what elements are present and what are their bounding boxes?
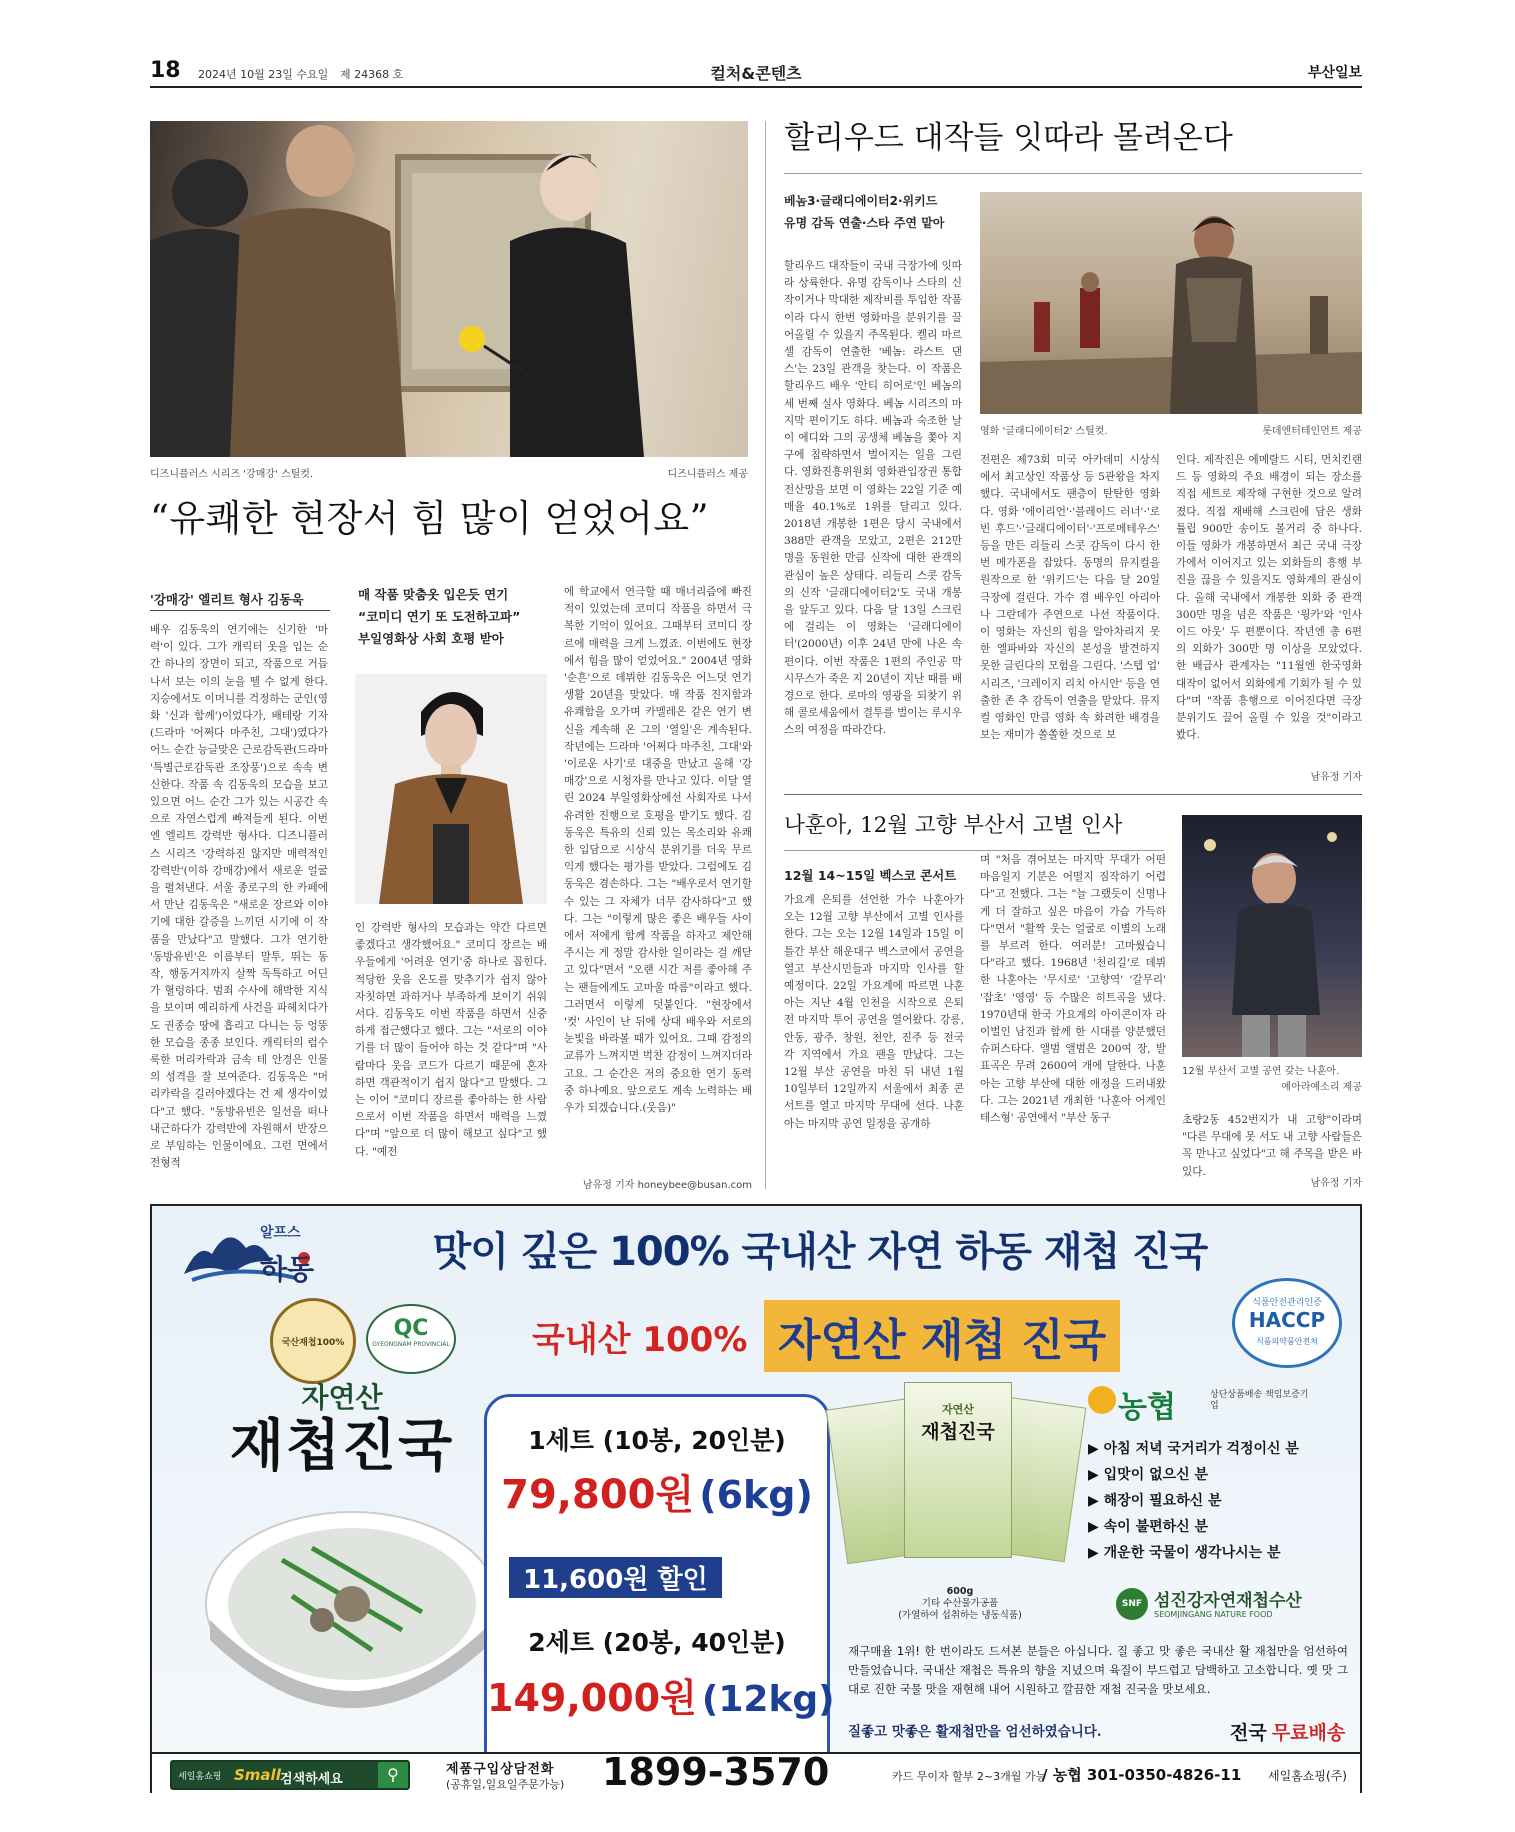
search-brand: 세일홈쇼핑: [178, 1772, 222, 1782]
article2-headline: 할리우드 대작들 잇따라 몰려온다: [784, 120, 1233, 156]
photo-na-hoon-a: [1182, 815, 1362, 1057]
photo-gangmaegang-still: [150, 121, 748, 457]
article3-head-rule: [784, 850, 1164, 851]
subhead-line-3: 부일영화상 사회 호평 받아: [358, 631, 504, 646]
article1-column-3: 에 학교에서 연극할 때 매너리즘에 빠진 적이 있었는데 코미디 작품을 하면서 극복한 기억이 있어요. 그때부터 코미디 장르에 매력을 크게 느꼈죠. 이번에도 현장에서 힘을 많이 얻었어요." 2004년 영화 '순흔'으로 데뷔한 김동욱은 어느덧 연기 생활 20년을 맞았다. 매 작품 진지함과 유쾌함을 오가며 카멜레온 같은 연기 변신을 계속해 온 그의 '열일'은 계속된다. 작년에는 드라마 '어쩌다 마주친, 그대'와 '이로운 사기'로 대중을 만났고 올해 '강매강'으로 시청자를 만나고 있다. 이달 열린 2024 부일영화상에선 사회자로 나서 유려한 진행으로 호평을 받기도 했다. 김동욱은 특유의 신뢰 있는 목소리와 유쾌한 입담으로 시상식 분위기를 더욱 무르익게 했다는 평가를 받았다. 그럼에도 김동욱은 겸손하다. 그는 "배우로서 연기할 수 있는 그 자체가 너무 감사하다"고 했다. 그는 "이렇게 많은 좋은 배우들 사이에서 저에게 함께 작품을 하자고 제안해주시는 게 정말 감사한 일이라는 걸 깨닫고 있다"면서 "오랜 시간 저를 좋아해 주는 팬들에게도 고마울 따름"이라고 했다. 그러면서 이렇게 덧붙인다. "현장에서 '컷' 사인이 난 뒤에 상대 배우와 서로의 눈빛을 바라볼 때가 있어요. 그때 감정의 교류가 느껴지면 벅찬 감정이 느껴지더라고요. 그 순간은 저의 중요한 연기 동력 중 하나예요. 앞으로도 계속 노력하는 배우가 되겠습니다.(웃음)": [564, 586, 752, 1115]
article3-column-1: 가요계 은퇴를 선언한 가수 나훈아가 오는 12월 고향 부산에서 고별 인사를 한다. 그는 오는 12월 14일과 15일 이틀간 부산 해운대구 벡스코에서 공연을 열고 부산시민들과 마지막 인사를 할 예정이다. 22일 가요계에 따르면 나훈아는 지난 4월 인천을 시작으로 은퇴 전 마지막 투어 공연을 열어왔다. 강릉, 안동, 광주, 창원, 천안, 진주 등 전국 각 지역에서 가요 팬을 만났다. 그는 12월 부산 공연을 마친 뒤 내년 1월 10일부터 12일까지 서울에서 최종 콘서트를 열고 마지막 무대에 선다. 나훈아는 마지막 공연 일정을 공개하: [784, 894, 964, 1130]
nh-logo: [1088, 1382, 1328, 1426]
search-box[interactable]: [170, 1760, 410, 1790]
benefit-item: ▶ 개운한 국물이 생각나시는 분: [1088, 1545, 1281, 1561]
phone-number[interactable]: 1899-3570: [602, 1750, 830, 1794]
page-number: 18: [150, 58, 181, 83]
article-separator: [784, 794, 1362, 795]
nh-logo-text: 농협: [1118, 1390, 1176, 1425]
hadong-logo: [176, 1218, 318, 1298]
maker-badge-icon: SNF: [1116, 1588, 1148, 1620]
company-name: 세일홈쇼핑(주): [1268, 1769, 1347, 1783]
subhead-line-1: 매 작품 맞춤옷 입은듯 연기: [358, 587, 509, 602]
caption-credit: 예아라예소리 제공: [1281, 1082, 1362, 1093]
maker-logo: [1116, 1586, 1346, 1626]
article1-kicker: '강매강' 엘리트 형사 김동욱: [150, 592, 304, 607]
ad-footer: [152, 1752, 1360, 1795]
delivery-a: 전국: [1230, 1722, 1267, 1744]
kicker-rule: [150, 610, 330, 611]
product-small: 자연산: [301, 1381, 383, 1414]
article2-column-3: 인다. 제작진은 에메랄드 시티, 먼치킨랜드 등 영화의 주요 배경이 되는 장소를 직접 세트로 제작해 구현한 것으로 알려졌다. 직접 재배해 스크린에 담은 생화 튤립 900만 송이도 볼거리 중 하나다. 이들 영화가 개봉하면서 최근 국내 극장가에서 이어지고 있는 외화들의 흥행 부진을 끊을 수 있을지도 영화계의 관심이다. 올해 국내에서 개봉한 외화 중 관객 300만 명을 넘은 작품은 '웡카'와 '인사이드 아웃' 두 편뿐이다. 작년엔 총 6편의 외화가 300만 명 이상을 모았었다. 한 배급사 관계자는 "11월엔 한국영화 대작이 없어서 외화에게 기회가 될 수 있다"며 "작품 흥행으로 이어진다면 극장 분위기도 끌어 올릴 수 있을 것"이라고 봤다.: [1176, 454, 1362, 742]
article2-subhead: [784, 190, 962, 234]
benefit-item: ▶ 해장이 필요하신 분: [1088, 1493, 1222, 1509]
nh-mark-icon: [1088, 1386, 1116, 1414]
set1-weight: (6kg): [699, 1473, 813, 1517]
maker-name: 섬진강자연재첩수산: [1154, 1591, 1302, 1611]
package-info: [842, 1586, 1078, 1622]
benefit-list: [1088, 1436, 1348, 1566]
article2-column-2: 전편은 제73회 미국 아카데미 시상식에서 최고상인 작품상 등 5관왕을 차지했다. 국내에서도 팬층이 탄탄한 영화다. 영화 '에이리언'·'블레이드 러너'·'로빈 후드'·'글래디에이터'·'프로메테우스' 등을 만든 리들리 스콧 감독이 다시 한번 메가폰을 잡았다. 동명의 뮤지컬을 원작으로 한 '위키드'는 다음 달 20일 극장에 걸린다. 가수 겸 배우인 아리아나 그란데가 주연으로 나선 작품이다. 이 영화는 자신의 힘을 알아차리지 못한 엘파바와 자신의 본성을 발견하지 못한 글린다의 모험을 그린다. '스텝 업' 시리즈, '크레이지 리치 아시안' 등을 연출한 존 추 감독이 연출을 맡았다. 뮤지컬 영화인 만큼 영화 속 화려한 배경을 보는 재미가 쏠쏠한 것으로 보: [980, 454, 1160, 742]
product-packages: [836, 1382, 1076, 1578]
delivery-b: 무료배송: [1271, 1722, 1346, 1744]
article1-headline: “유쾌한 현장서 힘 많이 얻었어요”: [150, 497, 710, 540]
set2-price-value: 149,000원: [487, 1676, 697, 1720]
article2-byline: 남유정 기자: [1310, 772, 1362, 783]
issue-number: 제 24368 호: [340, 68, 404, 81]
free-delivery: [1230, 1718, 1345, 1745]
photo-caption-3: [1182, 1064, 1362, 1096]
maker-name-en: SEOMJINGANG NATURE FOOD: [1154, 1610, 1273, 1619]
sub-box-text: 자연산 재첩 진국: [764, 1300, 1120, 1372]
product-description: 재구매율 1위! 한 번이라도 드셔본 분들은 아십니다. 질 좋고 맛 좋은 국내산 활 재첩만을 엄선하여 만들었습니다. 국내산 재첩은 특유의 향을 지녔으며 육질이 부드럽고 담백하고 고소합니다. 옛 맛 그대로 진한 국물 맛을 재현해 내어 시원하고 깔끔한 재첩 진국을 맛보세요.: [848, 1644, 1348, 1696]
article3-subhead: 12월 14~15일 벡스코 콘서트: [784, 868, 957, 883]
set2-label: 2세트 (20봉, 40인분): [528, 1628, 786, 1657]
column-divider: [765, 121, 766, 1189]
haccp-bottom: 식품의약품안전처: [1256, 1337, 1318, 1346]
advertisement-jaecheop: [150, 1204, 1362, 1793]
set1-label: 1세트 (10봉, 20인분): [528, 1426, 786, 1455]
masthead-rule: [150, 86, 1362, 88]
masthead: [150, 56, 1362, 86]
subhead-line-2: “코미디 연기 또 도전하고파”: [358, 609, 521, 624]
caption-credit: 롯데엔터테인먼트 제공: [1262, 426, 1362, 437]
gyeongnam-badge: [366, 1304, 456, 1374]
phone-note: (공휴일,일요일주문가능): [446, 1778, 565, 1791]
photo-gladiator2-still: [980, 192, 1362, 414]
haccp-top: 식품안전관리인증: [1252, 1298, 1322, 1308]
portrait-illustration: [355, 674, 547, 904]
nh-sub-text: 상단상품배송 책임보증기업: [1210, 1390, 1309, 1411]
ad-subheadline: [532, 1300, 1152, 1372]
haccp-mark: HACCP: [1248, 1308, 1326, 1332]
pouch-big: 재첩진국: [921, 1421, 995, 1443]
ad-headline: 맛이 깊은 100% 국내산 자연 하동 재첩 진국: [432, 1229, 1208, 1275]
caption-credit: 디즈니플러스 제공: [667, 469, 748, 480]
product-title: [192, 1376, 492, 1478]
search-icon[interactable]: ⚲: [378, 1762, 408, 1788]
subhead-line-1: 베놈3·글래디에이터2·위키드: [784, 194, 938, 208]
section-title: 컬처&콘텐츠: [710, 64, 802, 83]
package-weight: 600g: [946, 1586, 974, 1597]
article1-column-1: 배우 김동욱의 연기에는 신기한 '마력'이 있다. 그가 캐릭터 옷을 입는 순간 하나의 장면이 되고, 작품으로 거듭나서 보는 이의 눈을 뗄 수 없게 한다. 지승에서도 이머니를 걱정하는 군인(영화 '신과 함께')이었다가, 배테랑 기자(드라마 '어쩌다 마주친, 그대')였다가 어느 순간 능글맞은 근로감독관(드라마 '특별근로감독관 조장풍')으로 속속 변신한다. 작품 속 김동욱의 모습을 보고 있으면 어느 순간 그가 있는 시공간 속으로 자연스럽게 빠져들게 된다. 이번엔 엘리트 강력반 형사다. 디즈니플러스 시리즈 '강력하진 않지만 매력적인 강력반'(이하 강매강)에서 새로운 얼굴을 펼쳐낸다. 서울 종로구의 한 카페에서 만난 김동욱은 "새로운 장르와 이야기에 대한 갈증을 느끼던 시기에 이 작품을 만났다"고 말했다. 그가 연기한 '동방유빈'은 이름부터 말투, 뛰는 동작, 행동거지까지 살짝 독특하고 어딘가 혈렁하다. 범죄 수사에 해박한 지식을 보이며 예리하게 사건을 파헤치다가도 권종승 땅에 흡리고 다니는 등 엉뚱한 모습을 종종 보인다. 캐릭터의 럼수룩한 머리카락과 금속 테 안경은 인물의 성격을 잘 보여준다. 김동욱은 "머리카락을 길러야겠다는 건 제 생각이었다"고 했다. "동방유빈은 일선을 떠나 내근하다가 강력반에 자원해서 반장으로 부임하는 인물이에요. 그런 면에서 전형적: [150, 624, 328, 1170]
article2-head-rule: [784, 173, 1362, 174]
issue-date: 2024년 10월 23일 수요일: [198, 68, 329, 81]
package-type: 기타 수산물가공품: [921, 1598, 999, 1609]
search-small: Small: [234, 1766, 281, 1784]
caption-text: 영화 '글래디에이터2' 스틸컷.: [980, 426, 1108, 437]
article3-column-2: 며 "처음 겪어보는 마지막 무대가 어떤 마음일지 기분은 어떨지 짐작하기 어렵다"고 전했다. 그는 "늘 그랬듯이 신명나게 더 잘하고 싶은 마음이 가슴 가득하다"면서 "활짝 웃는 얼굴로 이별의 노래를 부르려 한다. 여러분! 고마웠습니다"라고 했다. 1968년 '천리길'로 데뷔한 나훈아는 '무시로' '고향역' '갈무리' '잡초' '영영' 등 수많은 히트곡을 냈다. 1970년대 한국 가요계의 아이콘이자 라이벌인 남진과 함께 한 시대를 양분했던 슈퍼스타다. 앨범 앨범은 200여 장, 발표곡은 무려 2600여 개에 달한다. 나훈아는 고향 부산에 대한 애정을 드러내왔다. 그는 2021년 개최한 '나훈아 어게인 테스형' 공연에서 "부산 동구: [980, 854, 1166, 1125]
photo-caption-1: [150, 465, 748, 479]
article2-column-1: 할리우드 대작들이 국내 극장가에 잇따라 상륙한다. 유명 감독이나 스타의 신작이거나 막대한 제작비를 투입한 작품이라 다시 한번 영화마을 분위기를 끌어올릴 수 있을지 주목된다. 켈리 마르셀 감독이 연출한 '베놈: 라스트 댄스'는 23일 관객을 찾는다. 이 작품은 할리우드 배우 '안티 히어로'인 베놈의 세 번째 실사 영화다. 베놈 시리즈의 마지막 편이기도 하다. 베놈과 숙조한 날이 에디와 그의 공생체 베놈을 쫓아 지구에 침략하면서 벌어지는 일을 그린다. 영화진흥위원회 영화관입장권 통합전산망을 보면 이 영화는 22일 기준 예매율 40.1%로 1위를 달리고 있다. 2018년 개봉한 1편은 당시 국내에서 388만 관객을 모았고, 2편은 212만 명을 동원한 만큼 신작에 대한 관객의 관심이 높은 상태다. 리들리 스콧 감독의 신작 '글래디에이터2'도 국내 개봉을 앞두고 있다. 다음 달 13일 스크린에 걸리는 이 영화는 '글래디에이터'(2000년) 이후 24년 만에 나온 속편이다. 이번 작품은 1편의 주인공 막시무스가 죽은 지 20년이 지난 때를 배경으로 한다. 로마의 영광을 되찾기 위해 콜로세움에서 결투를 벌이는 루시우스의 여정을 따라간다.: [784, 260, 962, 737]
package-note: (가열하여 섭취하는 냉동식품): [898, 1610, 1022, 1621]
logo-top-text: 알프스: [260, 1225, 301, 1241]
article1-subhead: [358, 584, 558, 650]
product-big: 재첩진국: [229, 1414, 455, 1479]
logo-main-text: 하동: [260, 1253, 315, 1286]
article1-column-2: 인 강력반 형사의 모습과는 약간 다르면 좋겠다고 생각했어요." 코미디 장르는 배우들에게 '어려운 연기'중 하나로 꼽힌다. 적당한 웃음 온도를 맞추기가 쉽지 않아 자칫하면 과하거나 부족하게 보이기 쉬워서다. 김동욱도 이번 작품을 하면서 신중하게 접근했다고 했다. 그는 "서로의 이야기를 더 많이 들어야 하는 것 같다"며 "사람마다 웃음 코드가 다르기 때문에 혼자 하면 객관적이기 쉽지 않다"고 말했다. 그는 이어 "코미디 장르를 좋아하는 한 사람으로서 이번 작품을 하면서 매력을 느꼈다"며 "앞으로 더 많이 해보고 싶다"고 했다. "예전: [355, 922, 547, 1158]
set2-price: [487, 1667, 835, 1722]
benefit-item: ▶ 아침 저녁 국거리가 걱정이신 분: [1088, 1441, 1299, 1457]
article3-byline: 남유정 기자: [1310, 1178, 1362, 1189]
ad-slogan: 질좋고 맛좋은 활재첩만을 엄선하였습니다.: [848, 1724, 1102, 1740]
sub-red-text: 국내산 100%: [532, 1320, 748, 1360]
subhead-line-2: 유명 감독 연출·스타 주연 맡아: [784, 216, 945, 230]
set1-price-value: 79,800원: [501, 1472, 695, 1518]
discount-band: 11,600원 할인: [509, 1557, 722, 1598]
benefit-item: ▶ 속이 불편하신 분: [1088, 1519, 1209, 1535]
photo-illustration: [150, 121, 748, 457]
gg-mark-icon: QC: [393, 1316, 429, 1341]
soup-bowl: [202, 1500, 502, 1750]
seal-badge: [270, 1298, 356, 1384]
photo-illustration: [1182, 815, 1362, 1057]
article3-column-3: 초량2동 452번지가 내 고향"이라며 "다른 무대에 못 서도 내 고향 사람들은 꼭 만나고 싶었다"고 해 주목을 받은 바 있다.: [1182, 1114, 1362, 1178]
phone-label: 제품구입상담전화: [446, 1762, 555, 1777]
card-note: 카드 무이자 할부 2~3개월 가능: [892, 1770, 1047, 1783]
set1-price: [487, 1463, 827, 1520]
seal-text: 국산재첩100%: [281, 1338, 345, 1348]
pouch-center: [904, 1382, 1012, 1558]
pouch-small: 자연산: [942, 1403, 974, 1416]
caption-text: 12월 부산서 고별 공연 갖는 나훈아.: [1182, 1066, 1340, 1077]
benefit-item: ▶ 입맛이 없으신 분: [1088, 1467, 1209, 1483]
article3-headline: 나훈아, 12월 고향 부산서 고별 인사: [784, 813, 1123, 838]
gg-text: GYEONGNAM PROVINCIAL: [372, 1341, 450, 1348]
set2-weight: (12kg): [701, 1679, 835, 1720]
bank-account: / 농협 301-0350-4826-11: [1042, 1766, 1242, 1784]
search-text: 검색하세요: [280, 1772, 343, 1787]
soup-bowl-icon: [202, 1500, 502, 1750]
photo-caption-2: [980, 422, 1362, 436]
price-box: [484, 1394, 835, 1778]
photo-kim-dongwook: [355, 674, 547, 904]
haccp-badge: [1232, 1278, 1342, 1368]
photo-illustration: [980, 192, 1362, 414]
newspaper-name: 부산일보: [1307, 65, 1362, 81]
caption-text: 디즈니플러스 시리즈 '강매강' 스틸컷.: [150, 469, 314, 480]
article1-byline: 남유정 기자 honeybee@busan.com: [582, 1180, 752, 1191]
